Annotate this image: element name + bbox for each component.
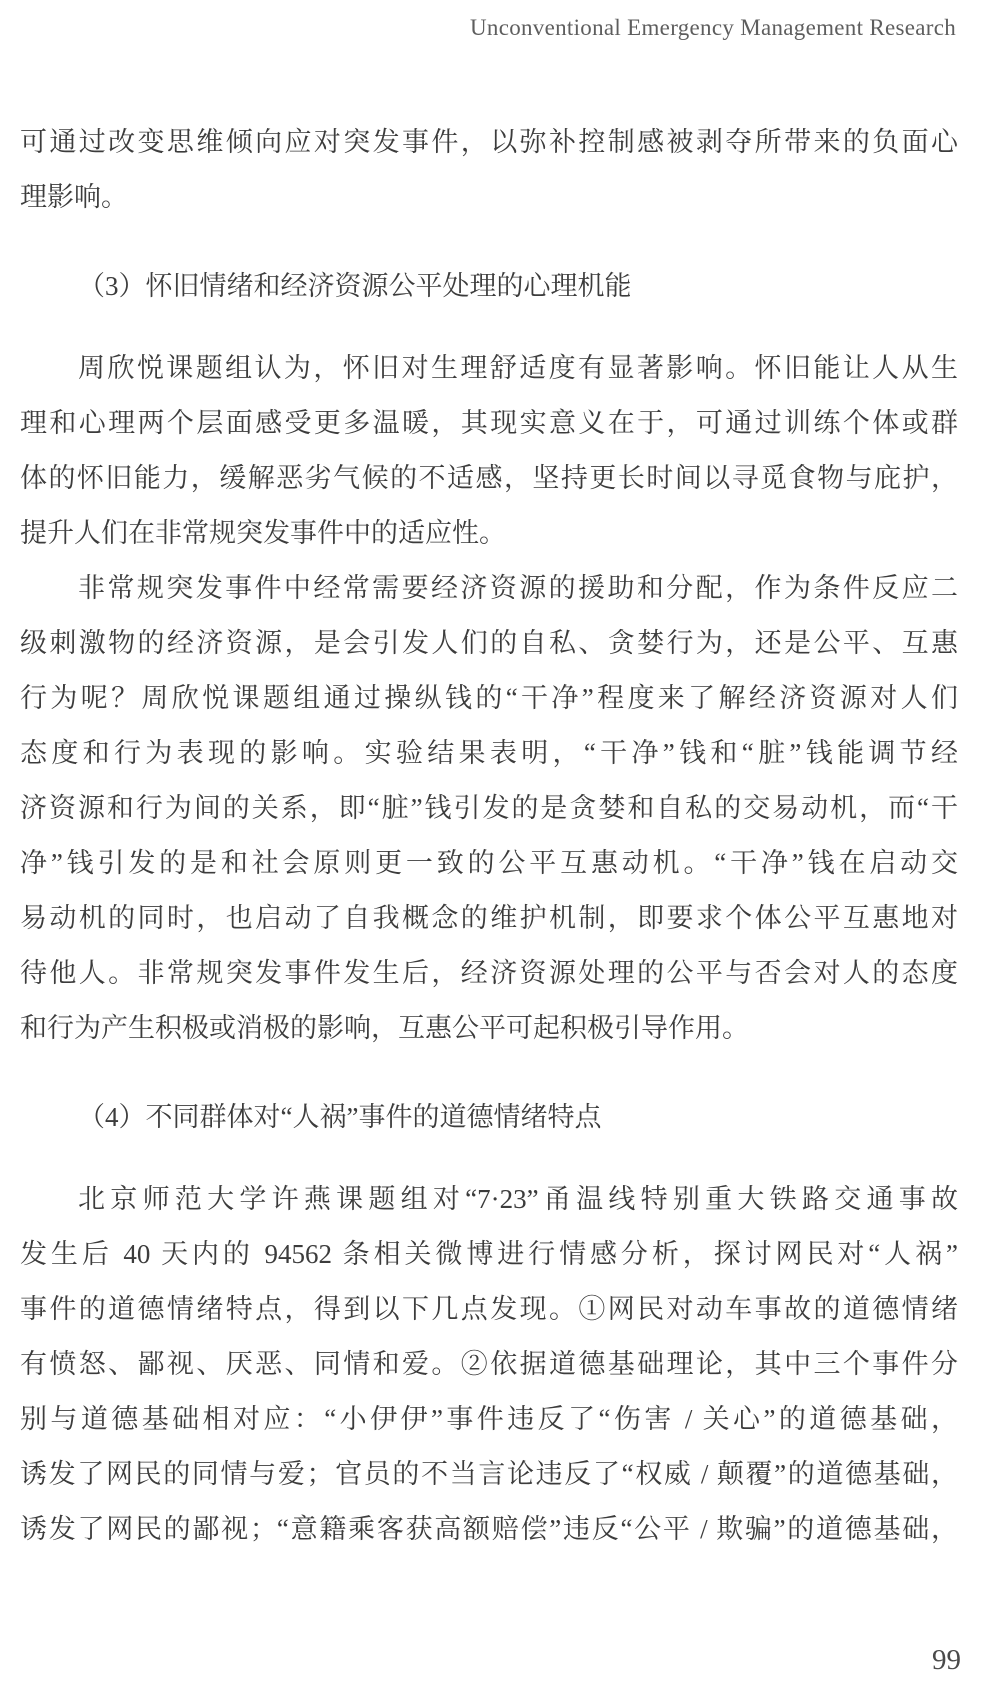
text-line: 事件的道德情绪特点，得到以下几点发现。①网民对动车事故的道德情绪: [20, 1294, 958, 1324]
section-heading-4: [20, 1090, 958, 1145]
text-line: 态度和行为表现的影响。实验结果表明，“干净”钱和“脏”钱能调节经: [20, 738, 958, 768]
text-line: 理影响。: [20, 182, 128, 212]
text-line: 别与道德基础相对应：“小伊伊”事件违反了“伤害 / 关心”的道德基础，: [20, 1404, 958, 1434]
page-body: [20, 115, 958, 1557]
running-title: Unconventional Emergency Management Research: [469, 15, 956, 40]
text-line: 济资源和行为间的关系，即“脏”钱引发的是贪婪和自私的交易动机，而“干: [20, 793, 958, 823]
text-line: 发生后 40 天内的 94562 条相关微博进行情感分析，探讨网民对“人祸”: [20, 1239, 958, 1269]
paragraph-moral-emotion: [20, 1172, 958, 1557]
heading-text: （4）不同群体对“人祸”事件的道德情绪特点: [78, 1102, 602, 1132]
section-heading-3: [20, 259, 958, 314]
paragraph-economic-resources: [20, 561, 958, 1056]
text-line: 诱发了网民的同情与爱；官员的不当言论违反了“权威 / 颠覆”的道德基础，: [20, 1459, 958, 1489]
text-line: 行为呢？周欣悦课题组通过操纵钱的“干净”程度来了解经济资源对人们: [20, 683, 958, 713]
text-line: 级刺激物的经济资源，是会引发人们的自私、贪婪行为，还是公平、互惠: [20, 628, 958, 658]
text-line: 易动机的同时，也启动了自我概念的维护机制，即要求个体公平互惠地对: [20, 903, 958, 933]
paragraph-continuation: [20, 115, 958, 225]
text-line: 和行为产生积极或消极的影响，互惠公平可起积极引导作用。: [20, 1013, 749, 1043]
text-line: 体的怀旧能力，缓解恶劣气候的不适感，坚持更长时间以寻觅食物与庇护，: [20, 463, 958, 493]
text-line: 北京师范大学许燕课题组对“7·23”甬温线特别重大铁路交通事故: [78, 1184, 958, 1214]
text-line: 提升人们在非常规突发事件中的适应性。: [20, 518, 506, 548]
text-line: 待他人。非常规突发事件发生后，经济资源处理的公平与否会对人的态度: [20, 958, 958, 988]
text-line: 理和心理两个层面感受更多温暖，其现实意义在于，可通过训练个体或群: [20, 408, 958, 438]
text-line: 可通过改变思维倾向应对突发事件，以弥补控制感被剥夺所带来的负面心: [20, 127, 958, 157]
running-header: [470, 15, 956, 41]
paragraph-nostalgia: [20, 341, 958, 561]
text-line: 诱发了网民的鄙视；“意籍乘客获高额赔偿”违反“公平 / 欺骗”的道德基础，: [20, 1514, 958, 1544]
heading-text: （3）怀旧情绪和经济资源公平处理的心理机能: [78, 271, 632, 301]
text-line: 有愤怒、鄙视、厌恶、同情和爱。②依据道德基础理论，其中三个事件分: [20, 1349, 958, 1379]
text-line: 净”钱引发的是和社会原则更一致的公平互惠动机。“干净”钱在启动交: [20, 848, 958, 878]
text-line: 周欣悦课题组认为，怀旧对生理舒适度有显著影响。怀旧能让人从生: [78, 353, 958, 383]
text-line: 非常规突发事件中经常需要经济资源的援助和分配，作为条件反应二: [78, 573, 958, 603]
page-number: 99: [932, 1644, 961, 1676]
